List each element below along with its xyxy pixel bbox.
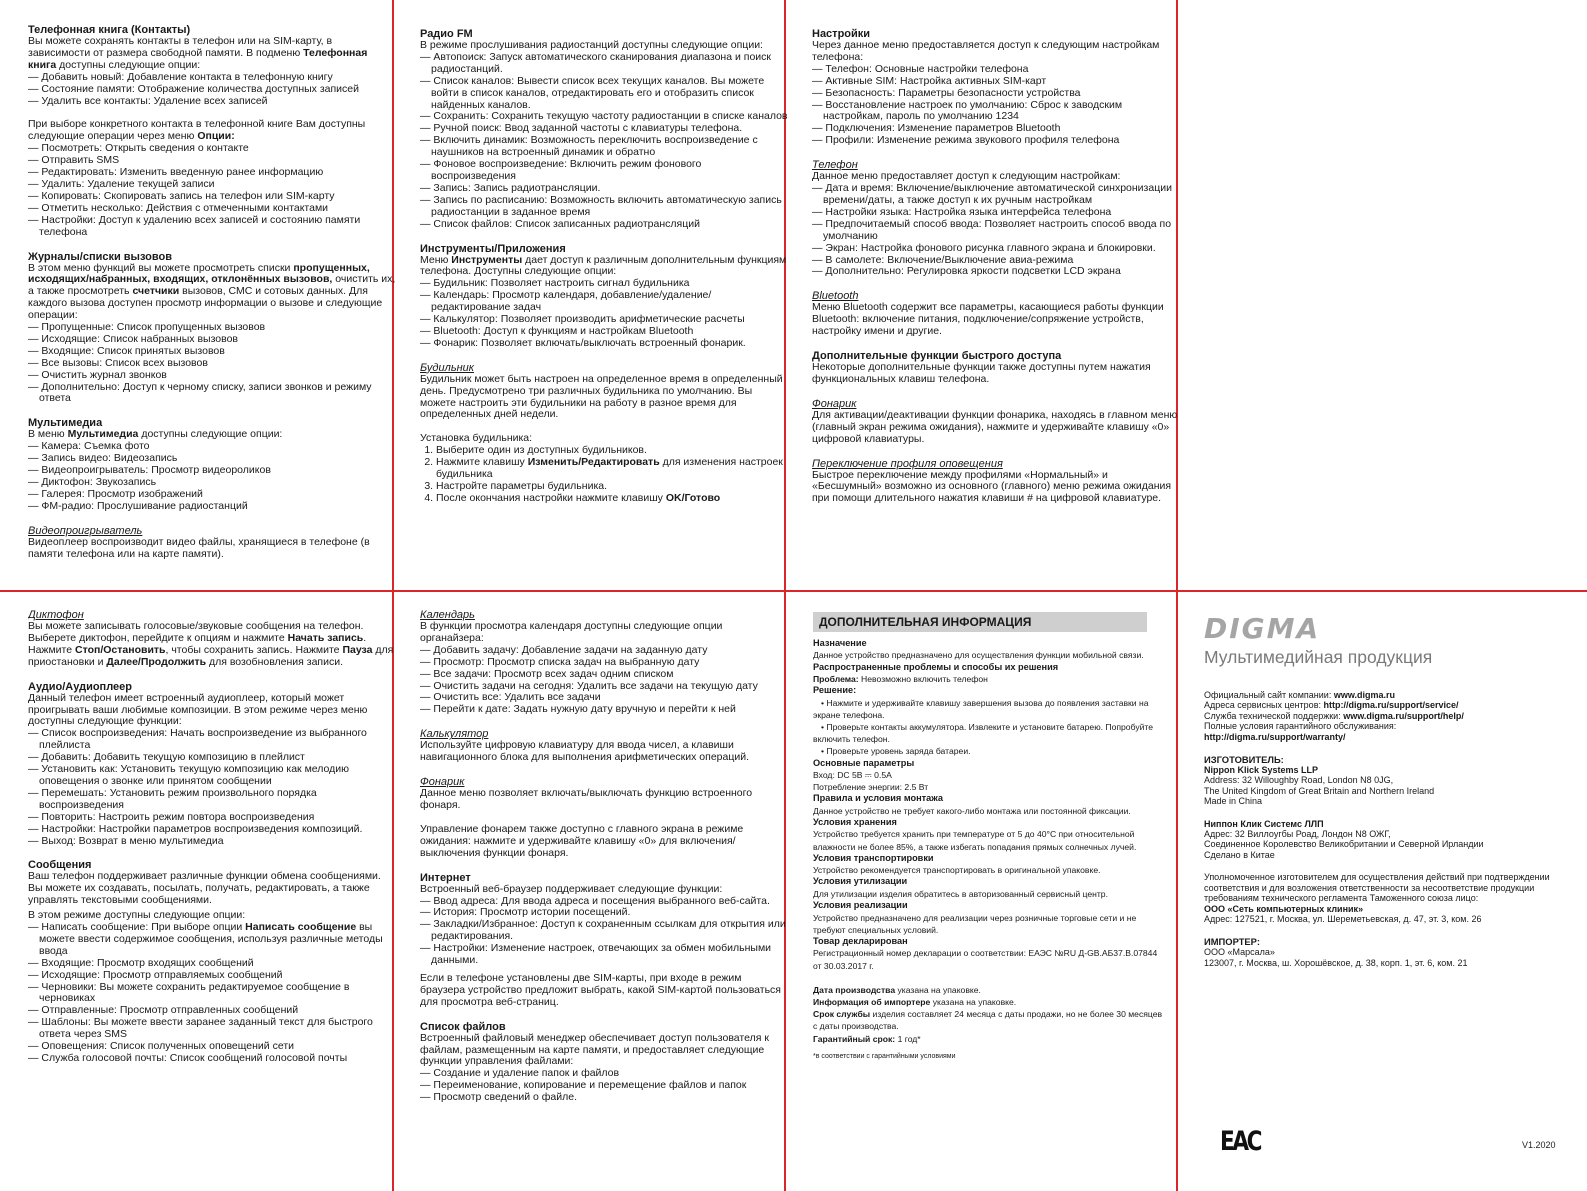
list-item: — Автопоиск: Запуск автоматического сканирования диапазона и поиск радиостанций. — [420, 52, 788, 76]
list-item: — Просмотр: Просмотр списка задач на выбранную дату — [420, 657, 788, 669]
list-item: — Ввод адреса: Для ввода адреса и посещения выбранного веб-сайта. — [420, 896, 788, 908]
fm-title: Радио FM — [420, 28, 473, 40]
list-item: — Список файлов: Список записанных радиотрансляций — [420, 219, 788, 231]
phone-intro: Данное меню предоставляет доступ к следующим настройкам: — [812, 170, 1121, 183]
text-bold: Проблема: — [813, 674, 859, 685]
list-item: — Перемешать: Установить режим произвольного порядка воспроизведения — [28, 788, 396, 812]
list-item: — История: Просмотр истории посещений. — [420, 907, 788, 919]
text: указана на упаковке. — [895, 984, 981, 995]
list-item: — Копировать: Скопировать запись на телефон или SIM-карту — [28, 191, 396, 203]
torch-title: Фонарик — [812, 397, 857, 410]
internet-list — [420, 896, 788, 967]
list-item: — Переименование, копирование и перемещение файлов и папок — [420, 1080, 788, 1092]
profile-text: Быстрое переключение между профилями «Нормальный» и «Бесшумный» возможно из основного (главного) меню режима ожидания при помощи длительного нажатия клавиши # на цифровой клавиатуре. — [812, 468, 1172, 505]
panel-additional-info — [813, 612, 1163, 1185]
logs-intro — [28, 263, 396, 323]
list-item: — Все задачи: Просмотр всех задач одним списком — [420, 669, 788, 681]
mount-heading: Правила и условия монтажа — [813, 793, 944, 804]
list-item: — Фоновое воспроизведение: Включить режим фонового воспроизведения — [420, 159, 788, 183]
text: Вы можете сохранять контакты в телефон или на SIM-карту, в зависимости от размера свободной памяти. В подменю — [28, 35, 333, 59]
flashlight-title: Фонарик — [420, 776, 465, 789]
text: 1 год* — [895, 1033, 921, 1044]
text: для изменения настроек будильника — [436, 456, 783, 481]
list-item: — В самолете: Включение/Выключение авиа-режима — [812, 255, 1180, 267]
list-item: — Установить как: Установить текущую композицию как мелодию оповещения о звонке или принятом сообщении — [28, 764, 396, 788]
alarm-text: Будильник может быть настроен на определенное время в определенный день. Предусмотрено три различных будильника по умолчанию. Вы можете настроить эти будильники на работу в разное время для определенных дней недели. — [420, 372, 783, 421]
list-item: — Запись по расписанию: Возможность включить автоматическую запись радиостанции в заданное время — [420, 195, 788, 219]
list-item: — Исходящие: Список набранных вызовов — [28, 334, 396, 346]
list-item: — Ручной поиск: Ввод заданной частоты с клавиатуры телефона. — [420, 123, 788, 135]
settings-title: Настройки — [812, 28, 871, 40]
list-item: — Будильник: Позволяет настроить сигнал будильника — [420, 278, 788, 290]
list-item: — Настройки: Изменение настроек, отвечающих за обмен мобильными данными. — [420, 943, 788, 967]
phone-title: Телефон — [812, 159, 858, 172]
storage-text: Устройство требуется хранить при температуре от 5 до 40°С при относительной влажности не более 85%, а также избегать попадания прямых солнечных лучей. — [813, 829, 1137, 852]
text-bold: Написать сообщение — [245, 921, 357, 934]
calendar-title: Календарь — [420, 609, 475, 621]
list-item: — Активные SIM: Настройка активных SIM-карт — [812, 76, 1180, 88]
tools-list — [420, 278, 788, 349]
importer-info — [813, 996, 1163, 1008]
calculator-title: Калькулятор — [420, 728, 489, 741]
text-bold: Гарантийный срок: — [813, 1033, 896, 1044]
text-bold: Изменить/Редактировать — [527, 456, 660, 469]
list-item: — Оповещения: Список полученных оповещений сети — [28, 1041, 396, 1053]
list-item: 3. Настройте параметры будильника. — [436, 481, 788, 493]
videoplayer-title: Видеопроигрыватель — [28, 524, 143, 537]
panel-radio-tools — [420, 28, 788, 601]
list-item: — Запись видео: Видеозапись — [28, 453, 396, 465]
list-item: — Календарь: Просмотр календаря, добавление/удаление/редактирование задач — [420, 290, 788, 314]
list-item: — Диктофон: Звукозапись — [28, 477, 396, 489]
declaration-heading: Товар декларирован — [813, 935, 908, 946]
contact-intro — [28, 119, 396, 143]
list-item: — Настройки: Доступ к удалению всех записей и состоянию памяти телефона — [28, 215, 396, 239]
text-bold: Срок службы — [813, 1009, 871, 1020]
alarm-setup: Установка будильника: — [420, 432, 533, 445]
text: Нажмите клавишу — [436, 456, 528, 469]
text: При выборе конкретного контакта в телефонной книге Вам доступны следующие операции через меню — [28, 118, 366, 143]
calculator-text: Используйте цифровую клавиатуру для ввода чисел, а клавиши навигационного блока для выполнения арифметических операций. — [420, 739, 750, 764]
videoplayer-text: Видеоплеер воспроизводит видео файлы, хранящиеся в телефоне (в памяти телефона или на карте памяти). — [28, 535, 370, 560]
production-date — [813, 984, 1163, 996]
list-item — [28, 922, 396, 958]
list-item: — Входящие: Список принятых вызовов — [28, 346, 396, 358]
phonebook-intro — [28, 36, 396, 72]
text: Написать сообщение: При выборе опции — [41, 921, 246, 934]
text-bold: Стоп/Остановить — [74, 643, 166, 656]
panel-phonebook — [28, 24, 396, 597]
purpose-text: Данное устройство предназначено для осуществления функции мобильной связи. — [813, 650, 1144, 661]
audio-list — [28, 728, 396, 847]
list-item: — ФМ-радио: Прослушивание радиостанций — [28, 501, 396, 513]
purpose-heading: Назначение — [813, 638, 867, 648]
list-item: — Исходящие: Просмотр отправляемых сообщений — [28, 970, 396, 982]
panel-recorder-messages — [28, 609, 396, 1182]
text: . Нажмите — [28, 631, 367, 656]
panel-calendar-internet — [420, 609, 788, 1182]
manufacturer-heading: ИЗГОТОВИТЕЛЬ: — [1204, 754, 1284, 766]
files-text: Встроенный файловый менеджер обеспечивает доступ пользователя к файлам, размещенным на карте памяти, и предоставляет следующие функции управления файлами: — [420, 1031, 769, 1068]
text: для возобновления записи. — [206, 655, 344, 668]
manufacturer-made: Made in China — [1204, 796, 1263, 807]
recorder-text — [28, 621, 396, 669]
text: доступны следующие опции: — [138, 428, 283, 441]
list-item: — Включить динамик: Возможность переключить воспроизведение с наушников на встроенный динамик и обратно — [420, 135, 788, 159]
list-item: — Настройки языка: Настройка языка интерфейса телефона — [812, 207, 1180, 219]
list-item: — Просмотр сведений о файле. — [420, 1092, 788, 1104]
list-item: — Добавить новый: Добавление контакта в телефонную книгу — [28, 72, 396, 84]
list-item: — Фонарик: Позволяет включать/выключать встроенный фонарик. — [420, 338, 788, 350]
authorized-text: Уполномоченное изготовителем для осуществления действий при подтверждении соответствия и для возложения ответственности за несоответствие продукции требованиям технического регламента Таможенного союза лицо: — [1204, 872, 1550, 904]
list-item: — Закладки/Избранное: Доступ к сохраненным ссылкам для открытия или редактирования. — [420, 919, 788, 943]
list-item: — Входящие: Просмотр входящих сообщений — [28, 958, 396, 970]
internet-intro: Встроенный веб-браузер поддерживает следующие функции: — [420, 882, 723, 895]
phone-list — [812, 183, 1180, 278]
torch-text: Для активации/деактивации функции фонарика, находясь в главном меню (главный экран режима ожидания), нажмите и удерживайте клавишу «0» цифровой клавиатуры. — [812, 408, 1178, 445]
text-bold: Ниппон Клик Системс ЛЛП — [1204, 818, 1324, 829]
text: Невозможно включить телефон — [858, 674, 988, 685]
text: Меню — [420, 253, 452, 266]
text-bold: Nippon Klick Systems LLP — [1204, 765, 1319, 776]
text: вызовов, СМС и сотовых данных. Для каждого вызова доступен просмотр информации о вызове и следующие операции: — [28, 285, 383, 322]
tools-intro — [420, 255, 788, 279]
phonebook-title: Телефонная книга (Контакты) — [28, 24, 191, 36]
audio-text: Данный телефон имеет встроенный аудиоплеер, который может проигрывать ваши любимые композиции. В этом режиме через меню доступны следующие функции: — [28, 691, 368, 728]
recorder-title: Диктофон — [28, 609, 84, 621]
disposal-text: Для утилизации изделия обратитесь в авторизованный сервисный центр. — [813, 888, 1108, 899]
solution-1: • Нажмите и удерживайте клавишу завершения вызова до появления заставки на экране телефона. — [813, 697, 1149, 720]
list-item: — Очистить журнал звонков — [28, 370, 396, 382]
text-bold: Информация об импортере — [813, 996, 931, 1007]
audio-title: Аудио/Аудиоплеер — [28, 680, 133, 693]
params-heading: Основные параметры — [813, 757, 915, 768]
power-spec: Потребление энергии: 2.5 Вт — [813, 782, 929, 793]
profile-title: Переключение профиля оповещения — [812, 457, 1003, 470]
list-item: — Служба голосовой почты: Список сообщений голосовой почты — [28, 1053, 396, 1065]
manufacturer-ru-name — [1204, 819, 1564, 829]
multimedia-title: Мультимедиа — [28, 417, 103, 430]
text-bold: Инструменты — [451, 253, 523, 266]
list-item: — Состояние памяти: Отображение количества доступных записей — [28, 84, 396, 96]
list-item: — Подключения: Изменение параметров Bluetooth — [812, 123, 1180, 135]
list-item: — Список каналов: Вывести список всех текущих каналов. Вы можете войти в список каналов, отредактировать его и отобразить список найденных каналов. — [420, 76, 788, 112]
importer-address: 123007, г. Москва, ш. Хорошёвское, д. 38, корп. 1, эт. 6, ком. 21 — [1204, 957, 1468, 968]
solution-2: • Проверьте контакты аккумулятора. Извлеките и установите батарею. Попробуйте включить телефон. — [813, 722, 1154, 745]
storage-heading: Условия хранения — [813, 817, 897, 828]
list-item: — Отметить несколько: Действия с отмеченными контактами — [28, 203, 396, 215]
list-item: — Черновики: Вы можете сохранить редактируемое сообщение в черновиках — [28, 982, 396, 1006]
text-bold: Мультимедиа — [67, 428, 139, 441]
list-item: — Дополнительно: Доступ к черному списку, записи звонков и режиму ответа — [28, 382, 396, 406]
list-item: — Bluetooth: Доступ к функциям и настройкам Bluetooth — [420, 326, 788, 338]
text: В меню — [28, 428, 68, 441]
list-item: — Галерея: Просмотр изображений — [28, 489, 396, 501]
importer-heading: ИМПОРТЕР: — [1204, 936, 1260, 948]
text: вы можете ввести содержимое сообщения, используя различные методы ввода — [39, 921, 383, 957]
phonebook-list — [28, 72, 396, 108]
list-item: — Перейти к дате: Задать нужную дату вручную и перейти к ней — [420, 704, 788, 716]
alarm-steps — [420, 445, 788, 505]
list-item: — Экран: Настройка фонового рисунка главного экрана и блокировки. — [812, 243, 1180, 255]
text-bold: Телефонная книга — [28, 46, 368, 71]
transport-text: Устройство рекомендуется транспортировать в оригинальной упаковке. — [813, 865, 1101, 876]
help-link[interactable]: www.digma.ru/support/help/ — [1343, 710, 1464, 721]
list-item: — Добавить: Добавить текущую композицию в плейлист — [28, 752, 396, 764]
help-line — [1204, 711, 1564, 721]
text: Служба технической поддержки: — [1204, 710, 1344, 721]
list-item: — Редактировать: Изменить введенную ранее информацию — [28, 167, 396, 179]
internet-sim-note: Если в телефоне установлены две SIM-карты, при входе в режим браузера устройство предложит выбрать, какой SIM-картой пользоваться для просмотра веб-страниц. — [420, 971, 781, 1008]
list-item: — Создание и удаление папок и файлов — [420, 1068, 788, 1080]
quick-title: Дополнительные функции быстрого доступа — [812, 350, 1062, 363]
text-bold: Далее/Продолжить — [106, 655, 207, 668]
warranty-label: Полные условия гарантийного обслуживания: — [1204, 721, 1397, 732]
list-item: — Дополнительно: Регулировка яркости подсветки LCD экрана — [812, 266, 1180, 278]
list-item — [436, 493, 788, 505]
manufacturer-name — [1204, 765, 1564, 775]
list-item: — Телефон: Основные настройки телефона — [812, 64, 1180, 76]
list-item: — Очистить все: Удалить все задачи — [420, 692, 788, 704]
list-item: — Предпочитаемый способ ввода: Позволяет настроить способ ввода по умолчанию — [812, 219, 1180, 243]
eac-mark: EAC — [1220, 1126, 1261, 1157]
files-title: Список файлов — [420, 1020, 506, 1033]
input-spec: Вход: DC 5В ⎓ 0.5А — [813, 770, 892, 781]
messages-text: Ваш телефон поддерживает различные функции обмена сообщениями. Вы можете их создавать, посылать, получать, редактировать, а также управлять текстовыми сообщениями. — [28, 870, 381, 907]
list-item: — Очистить задачи на сегодня: Удалить все задачи на текущую дату — [420, 681, 788, 693]
panel-back-cover — [1204, 612, 1564, 1185]
solution-heading: Решение: — [813, 685, 857, 696]
calendar-list — [420, 645, 788, 716]
list-item — [436, 457, 788, 481]
text: дает доступ к различным дополнительным функциям телефона. Доступны следующие опции: — [420, 253, 787, 278]
manufacturer-address-2: The United Kingdom of Great Britain and Northern Ireland — [1204, 785, 1435, 796]
transport-heading: Условия транспортировки — [813, 852, 934, 863]
fm-list — [420, 52, 788, 231]
importer-name: ООО «Марсала» — [1204, 947, 1275, 958]
problem-text — [813, 673, 1163, 685]
list-item: — Сохранить: Сохранить текущую частоту радиостанции в списке каналов — [420, 111, 788, 123]
list-item: — Отправленные: Просмотр отправленных сообщений — [28, 1005, 396, 1017]
quick-text: Некоторые дополнительные функции также доступны путем нажатия функциональных клавиш телефона. — [812, 361, 1151, 385]
bluetooth-title: Bluetooth — [812, 290, 859, 303]
settings-intro: Через данное меню предоставляется доступ к следующим настройкам телефона: — [812, 39, 1160, 63]
messages-title: Сообщения — [28, 859, 92, 872]
list-item: — Настройки: Настройки параметров воспроизведения композиций. — [28, 824, 396, 836]
flashlight-text-2: Управление фонарем также доступно с главного экрана в режиме ожидания: нажмите и удерживайте клавишу «0» для включения/выключения функции фонаря. — [420, 822, 744, 859]
fm-intro: В режиме прослушивания радиостанций доступны следующие опции: — [420, 39, 763, 51]
list-item: — Повторить: Настроить режим повтора воспроизведения — [28, 812, 396, 824]
version-label: V1.2020 — [1522, 1140, 1556, 1150]
text: После окончания настройки нажмите клавишу — [436, 491, 666, 504]
text-bold: счетчики — [132, 285, 180, 298]
list-item: — Запись: Запись радиотрансляции. — [420, 183, 788, 195]
tools-title: Инструменты/Приложения — [420, 242, 566, 255]
messages-list — [28, 922, 396, 1065]
list-item: — Пропущенные: Список пропущенных вызовов — [28, 322, 396, 334]
warranty-link — [1204, 732, 1564, 742]
authorized-name — [1204, 904, 1564, 914]
text: В этом меню функций вы можете просмотреть списки — [28, 261, 294, 274]
text: , чтобы сохранить запись. Нажмите — [165, 643, 343, 656]
text-bold: OK/Готово — [665, 491, 721, 504]
list-item: — Камера: Съемка фото — [28, 441, 396, 453]
text: Вы можете записывать голосовые/звуковые сообщения на телефон. Выберете диктофон, перейдите к опциям и нажмите — [28, 620, 364, 644]
sale-text: Устройство предназначено для реализации через розничные торговые сети и не требуют специальных условий. — [813, 912, 1137, 935]
list-item: — Отправить SMS — [28, 155, 396, 167]
text: для приостановки и — [28, 643, 394, 668]
list-item: 1. Выберите один из доступных будильников. — [436, 445, 788, 457]
site-line — [1204, 690, 1564, 700]
list-item: — Все вызовы: Список всех вызовов — [28, 358, 396, 370]
list-item: — Безопасность: Параметры безопасности устройства — [812, 88, 1180, 100]
flashlight-text: Данное меню позволяет включать/выключать функцию встроенного фонаря. — [420, 787, 753, 811]
website-link[interactable]: www.digma.ru — [1333, 690, 1395, 700]
list-item: — Удалить: Удаление текущей записи — [28, 179, 396, 191]
list-item: — Шаблоны: Вы можете ввести заранее заданный текст для быстрого ответа через SMS — [28, 1017, 396, 1041]
bluetooth-text: Меню Bluetooth содержит все параметры, касающиеся работы функции Bluetooth: включение питания, подключение/сопряжение устройств, настройку имени и другие. — [812, 301, 1164, 338]
text-bold: Дата производства — [813, 984, 896, 995]
manufacturer-ru-address-1: Адрес: 32 Виллоугбы Роад, Лондон N8 ОЖГ, — [1204, 829, 1391, 840]
list-item: — Профили: Изменение режима звукового профиля телефона — [812, 135, 1180, 147]
authorized-address: Адрес: 127521, г. Москва, ул. Шереметьевская, д. 47, эт. 3, ком. 26 — [1204, 913, 1482, 924]
tagline: Мультимедийная продукция — [1204, 647, 1433, 667]
text: Официальный сайт компании: — [1204, 690, 1334, 700]
text: очистить их, а также просмотреть — [28, 273, 396, 298]
disposal-heading: Условия утилизации — [813, 876, 908, 887]
sale-heading: Условия реализации — [813, 900, 908, 911]
panel-settings — [812, 28, 1180, 601]
problems-heading: Распространенные проблемы и способы их решения — [813, 661, 1059, 672]
alarm-title: Будильник — [420, 361, 474, 374]
multimedia-list — [28, 441, 396, 512]
declaration-text: Регистрационный номер декларации о соответствии: ЕАЭС №RU Д-GB.АБ37.В.07844 от 30.03.2017 г. — [813, 948, 1158, 971]
text-bold: ООО «Сеть компьютерных клиник» — [1204, 903, 1364, 914]
warranty-footnote: *в соответствии с гарантийными условиями — [813, 1052, 956, 1060]
list-item: — Восстановление настроек по умолчанию: Сброс к заводским настройкам, пароль по умолчанию 1234 — [812, 100, 1180, 124]
text-bold: Опции: — [197, 130, 235, 143]
text-bold: Начать запись — [287, 631, 364, 644]
internet-title: Интернет — [420, 871, 471, 884]
manufacturer-ru-made: Сделано в Китае — [1204, 849, 1275, 860]
files-list — [420, 1068, 788, 1104]
solution-3: • Проверьте уровень заряда батареи. — [821, 746, 971, 757]
list-item: — Удалить все контакты: Удаление всех записей — [28, 96, 396, 108]
manufacturer-ru-address-2: Соединенное Королевство Великобритании и Северной Ирландии — [1204, 839, 1484, 850]
info-title: ДОПОЛНИТЕЛЬНАЯ ИНФОРМАЦИЯ — [813, 612, 1147, 632]
text: изделия составляет 24 месяца с даты продажи, но не более 30 месяцев с даты производства. — [813, 1009, 1163, 1032]
warranty-term — [813, 1033, 1163, 1045]
messages-intro: В этом режиме доступны следующие опции: — [28, 909, 246, 922]
text-bold: Пауза — [342, 643, 373, 656]
text: доступны следующие опции: — [56, 58, 201, 71]
logs-title: Журналы/списки вызовов — [28, 250, 172, 263]
list-item: — Дата и время: Включение/выключение автоматической синхронизации времени/даты, а также доступ к их ручным настройкам — [812, 183, 1180, 207]
list-item: — Калькулятор: Позволяет производить арифметические расчеты — [420, 314, 788, 326]
digma-logo: DIGMA — [1204, 612, 1321, 645]
text: Адреса сервисных центров: — [1204, 700, 1324, 711]
service-life — [813, 1008, 1163, 1032]
list-item: — Видеопроигрыватель: Просмотр видеороликов — [28, 465, 396, 477]
mount-text: Данное устройство не требует какого-либо монтажа или постоянной фиксации. — [813, 805, 1131, 816]
settings-list — [812, 64, 1180, 147]
list-item: — Выход: Возврат в меню мультимедиа — [28, 836, 396, 848]
list-item: — Посмотреть: Открыть сведения о контакте — [28, 143, 396, 155]
contact-list — [28, 143, 396, 238]
warranty-url[interactable]: http://digma.ru/support/warranty/ — [1204, 731, 1346, 742]
calendar-intro: В функции просмотра календаря доступны следующие опции органайзера: — [420, 620, 723, 644]
manufacturer-address-1: Address: 32 Willoughby Road, London N8 0JG, — [1204, 775, 1394, 786]
logs-list — [28, 322, 396, 405]
text-bold: пропущенных, исходящих/набранных, входящих, отклонённых вызовов, — [28, 261, 370, 286]
service-line — [1204, 700, 1564, 710]
list-item: — Список воспроизведения: Начать воспроизведение из выбранного плейлиста — [28, 728, 396, 752]
service-link[interactable]: http://digma.ru/support/service/ — [1323, 700, 1459, 711]
text: указана на упаковке. — [930, 996, 1017, 1007]
list-item: — Добавить задачу: Добавление задачи на заданную дату — [420, 645, 788, 657]
